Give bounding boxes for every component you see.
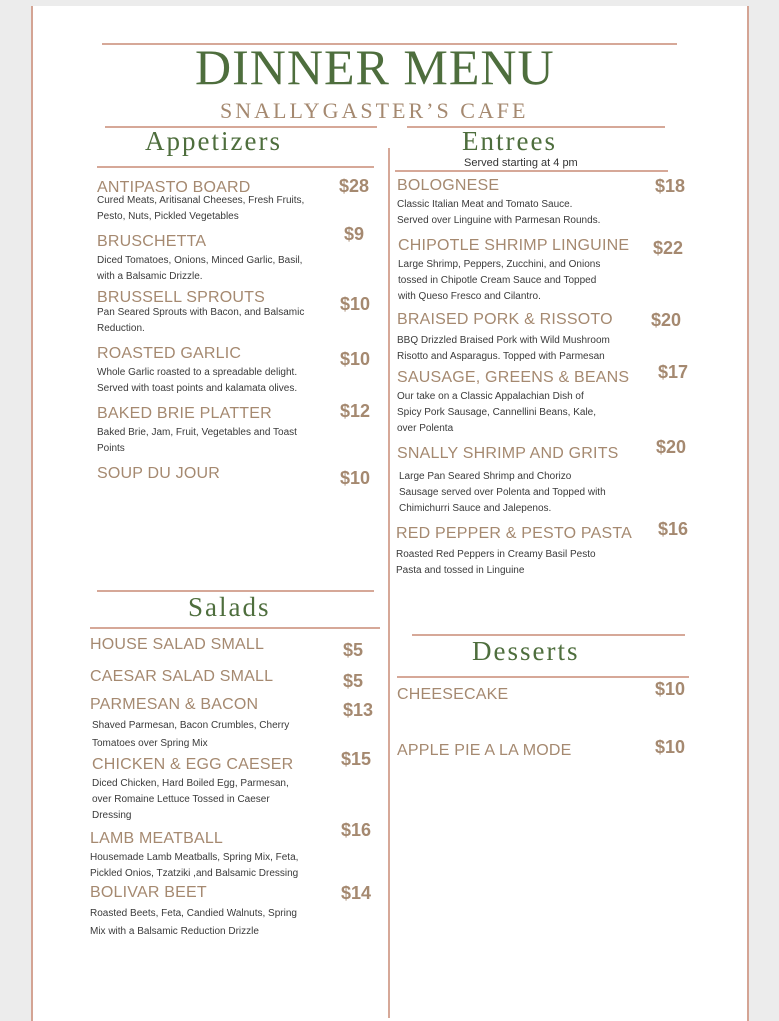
menu-item-price: $15 [341,749,372,769]
menu-item-name: RED PEPPER & PESTO PASTA [396,525,632,542]
menu-item-name: CHEESECAKE [397,686,509,703]
menu-item-price: $13 [343,700,374,720]
menu-item-desc-line: Served over Linguine with Parmesan Rounds. [397,215,601,226]
menu-item-price: $20 [656,437,687,457]
menu-item-desc-line: Spicy Pork Sausage, Cannellini Beans, Kale, [397,407,597,418]
menu-item-desc-line: Diced Chicken, Hard Boiled Egg, Parmesan, [92,778,289,789]
menu-item-desc-line: Large Shrimp, Peppers, Zucchini, and Onions [398,259,601,270]
menu-item-desc-line: Baked Brie, Jam, Fruit, Vegetables and Toast [97,427,297,438]
menu-item-desc-line: Pan Seared Sprouts with Bacon, and Balsamic [97,307,305,318]
menu-item-desc-line: Reduction. [97,323,145,334]
menu-item-name: APPLE PIE A LA MODE [397,742,572,759]
menu-item-price: $28 [339,176,370,196]
menu-item-desc-line: Tomatoes over Spring Mix [92,738,208,749]
menu-item-price: $10 [340,468,371,488]
menu-item-name: BRUSCHETTA [97,233,207,250]
column-divider [388,148,390,1018]
menu-item-name: PARMESAN & BACON [90,696,259,713]
menu-item-desc-line: Risotto and Asparagus. Topped with Parmesan [397,351,605,362]
entrees-rule [395,170,668,172]
menu-item-desc-line: Shaved Parmesan, Bacon Crumbles, Cherry [92,720,290,731]
cafe-name: SNALLYGASTER’S CAFE [220,98,529,123]
menu-item-price: $5 [343,640,364,660]
menu-item-desc-line: Housemade Lamb Meatballs, Spring Mix, Feta, [90,852,299,863]
menu-item-name: CAESAR SALAD SMALL [90,668,274,685]
menu-item-name: BOLOGNESE [397,177,500,194]
menu-item-price: $20 [651,310,682,330]
menu-item-desc-line: Pickled Onios, Tzatziki ,and Balsamic Dressing [90,868,299,879]
menu-item-price: $16 [341,820,372,840]
desserts-heading: Desserts [472,636,580,666]
menu-item-name: SNALLY SHRIMP AND GRITS [397,445,619,462]
menu-item-desc-line: Our take on a Classic Appalachian Dish of [397,391,584,402]
menu-item-desc-line: over Polenta [397,423,454,434]
appetizers-heading: Appetizers [145,126,282,156]
menu-item-desc-line: Roasted Beets, Feta, Candied Walnuts, Spring [90,908,297,919]
menu-item-desc-line: Mix with a Balsamic Reduction Drizzle [90,926,259,937]
menu-item-price: $17 [658,362,689,382]
desserts-rule [397,676,689,678]
menu-item-price: $16 [658,519,689,539]
menu-item-name: SAUSAGE, GREENS & BEANS [397,369,630,386]
menu-item-price: $14 [341,883,372,903]
menu-item-desc-line: Dressing [92,810,132,821]
menu-item-desc-line: Pasta and tossed in Linguine [396,565,525,576]
menu-item-price: $22 [653,238,684,258]
salads-heading: Salads [188,592,271,622]
menu-item-desc-line: with Queso Fresco and Cilantro. [398,291,541,302]
menu-item-price: $10 [655,679,686,699]
menu-item-price: $12 [340,401,371,421]
menu-item-desc-line: Classic Italian Meat and Tomato Sauce. [397,199,573,210]
menu-item-name: SOUP DU JOUR [97,465,221,482]
salads-rule [90,627,380,629]
menu-item-name: BAKED BRIE PLATTER [97,405,272,422]
menu-item-desc-line: Large Pan Seared Shrimp and Chorizo [399,471,572,482]
entrees-heading: Entrees [462,126,557,156]
menu-item-desc-line: Points [97,443,125,454]
menu-item-desc-line: Whole Garlic roasted to a spreadable delight. [97,367,298,378]
menu-item-desc-line: over Romaine Lettuce Tossed in Caeser [92,794,270,805]
menu-item-name: CHIPOTLE SHRIMP LINGUINE [398,237,630,254]
menu-item-price: $10 [340,349,371,369]
menu-item-name: BRAISED PORK & RISSOTO [397,311,613,328]
menu-item-name: ROASTED GARLIC [97,345,242,362]
appetizers-rule [97,166,374,168]
menu-item-price: $10 [340,294,371,314]
menu-item-desc-line: tossed in Chipotle Cream Sauce and Topped [398,275,597,286]
menu-item-desc-line: Roasted Red Peppers in Creamy Basil Pesto [396,549,596,560]
menu-title: DINNER MENU [195,39,555,95]
menu-item-price: $9 [344,224,365,244]
menu-item-price: $10 [655,737,686,757]
menu-item-desc-line: Pesto, Nuts, Pickled Vegetables [97,211,239,222]
menu-item-desc-line: Chimichurri Sauce and Jalepenos. [399,503,552,514]
menu-item-desc-line: BBQ Drizzled Braised Pork with Wild Mushroom [397,335,610,346]
menu-item-desc-line: with a Balsamic Drizzle. [97,271,203,282]
menu-item-desc-line: Cured Meats, Aritisanal Cheeses, Fresh Fruits, [97,195,305,206]
menu-item-desc-line: Diced Tomatoes, Onions, Minced Garlic, Basil, [97,255,303,266]
menu-item-name: BOLIVAR BEET [90,884,207,901]
menu-item-desc-line: Served with toast points and kalamata olives. [97,383,298,394]
menu-item-desc-line: Sausage served over Polenta and Topped with [399,487,606,498]
menu-item-name: CHICKEN & EGG CAESER [92,756,294,773]
menu-item-price: $5 [343,671,364,691]
menu-item-name: HOUSE SALAD SMALL [90,636,265,653]
menu-item-name: LAMB MEATBALL [90,830,224,847]
menu-item-name: ANTIPASTO BOARD [97,179,251,196]
menu-item-price: $18 [655,176,686,196]
entrees-note: Served starting at 4 pm [464,157,578,169]
menu-item-name: BRUSSELL SPROUTS [97,289,265,306]
